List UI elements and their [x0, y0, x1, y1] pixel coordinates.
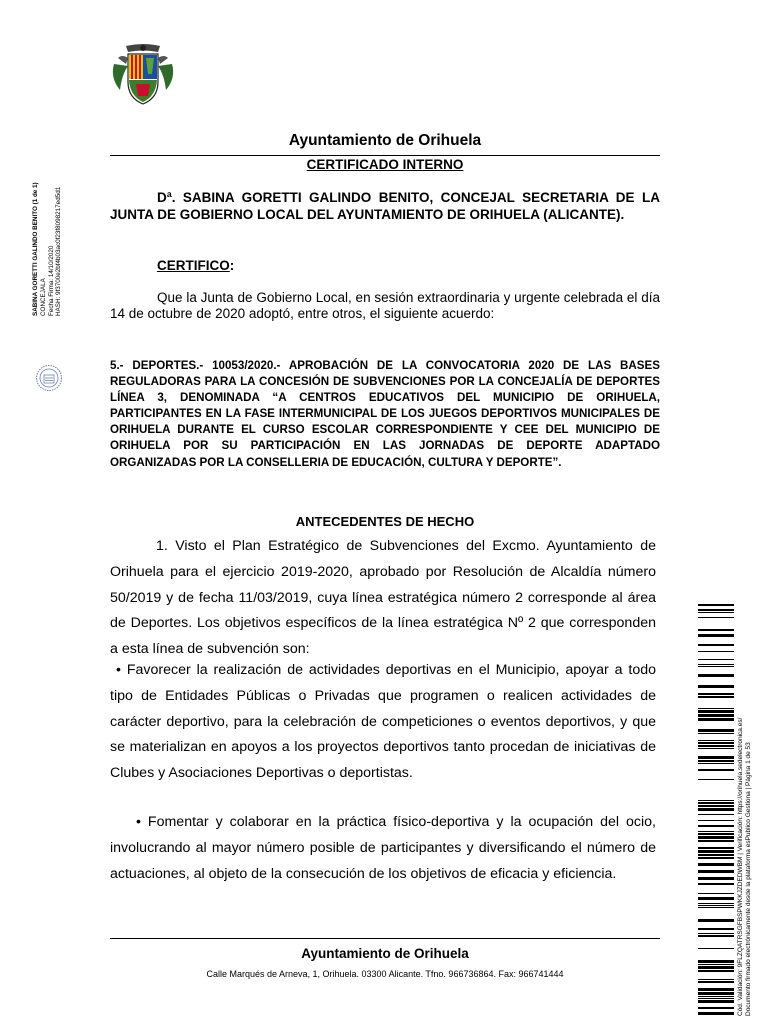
- agreement-paragraph: Que la Junta de Gobierno Local, en sesión extraordinaria y urgente celebrada el día 14 de octubre de 2020 adoptó, entre otros, el siguiente acuerdo:: [110, 290, 660, 321]
- signer-name: SABINA GORETTI GALINDO BENITO (1 de 1): [32, 182, 39, 316]
- header-title: Ayuntamiento de Orihuela: [288, 132, 482, 149]
- signature-date: Fecha Firma: 14/10/2020: [47, 245, 55, 316]
- signature-hash: HASH: 9f3700e2bf4b03ac0f23f8098217ed5d1: [55, 186, 63, 316]
- footer-title: Ayuntamiento de Orihuela: [301, 946, 469, 961]
- signer-role: CONCEJALA: [39, 278, 47, 316]
- digital-seal-icon: [35, 364, 63, 392]
- validation-text: [737, 586, 753, 1016]
- body-paragraph-3: • Fomentar y colaborar en la práctica físico-deportiva y la ocupación del ocio, involucrando al mayor número posible de participantes y diversificando el número de actuaciones, al objeto de la consecución de los objetivos de eficacia y eficiencia.: [110, 814, 656, 882]
- footer-address: Calle Marqués de Arneva, 1, Orihuela. 03300 Alicante. Tfno. 966736864. Fax: 966741444: [206, 969, 564, 979]
- certifico-word: CERTIFICO: [157, 258, 230, 273]
- certifico-heading: [157, 258, 234, 273]
- header-divider: [110, 155, 660, 156]
- validation-platform: Documento firmado electrónicamente desde la plataforma esPublico Gestiona | Página 1 de 53: [745, 742, 752, 1016]
- agenda-item: 5.- DEPORTES.- 10053/2020.- APROBACIÓN DE LA CONVOCATORIA 2020 DE LAS BASES REGULADORAS PARA LA CONCESIÓN DE SUBVENCIONES POR LA CONCEJALÍA DE DEPORTES LÍNEA 3, DENOMINADA “A CENTROS EDUCATIVOS DEL MUNICIPIO DE ORIHUELA, PARTICIPANTES EN LA FASE INTERMUNICIPAL DE LOS JUEGOS DEPORTIVOS MUNICIPALES DE ORIHUELA DURANTE EL CURSO ESCOLAR CORRESPONDIENTE Y CEE DEL MUNICIPIO DE ORIHUELA POR SU PARTICIPACIÓN EN LAS JORNADAS DE DEPORTE ADAPTADO ORGANIZADAS POR LA CONSELLERIA DE EDUCACIÓN, CULTURA Y DEPORTE”.: [110, 359, 660, 469]
- footer-divider: [110, 938, 660, 939]
- intro-paragraph: Dª. SABINA GORETTI GALINDO BENITO, CONCEJAL SECRETARIA DE LA JUNTA DE GOBIERNO LOCAL DEL AYUNTAMIENTO DE ORIHUELA (ALICANTE).: [110, 190, 660, 222]
- barcode-icon: [698, 604, 734, 1016]
- document-type: CERTIFICADO INTERNO: [306, 157, 464, 172]
- validation-code: Cód. Validación: 9FLZQATRSGFBSPWKKJZDEDWBM | Verificación: https://orihuela.sedelectronica.es/: [737, 717, 744, 1016]
- body-paragraph-2: • Favorecer la realización de actividades deportivas en el Municipio, apoyar a todo tipo de Entidades Públicas o Privadas que programen o realicen actividades de carácter deportivo, para la celebración de competiciones o eventos deportivos, y que se materializan en apoyos a los proyectos deportivos tanto procedan de iniciativas de Clubes y Asociaciones Deportivas o deportistas.: [110, 662, 656, 782]
- body-paragraph-1: 1. Visto el Plan Estratégico de Subvenciones del Excmo. Ayuntamiento de Orihuela para el ejercicio 2019-2020, aprobado por Resolución de Alcaldía número 50/2019 y de fecha 11/03/2019, cuya línea estratégica número 2 corresponde al área de Deportes. Los objetivos específicos de la línea estratégica Nº 2 que corresponden a esta línea de subvención son:: [110, 538, 656, 658]
- coat-of-arms-logo: [108, 44, 178, 106]
- section-title: ANTECEDENTES DE HECHO: [295, 514, 475, 529]
- certifico-colon: :: [229, 258, 235, 273]
